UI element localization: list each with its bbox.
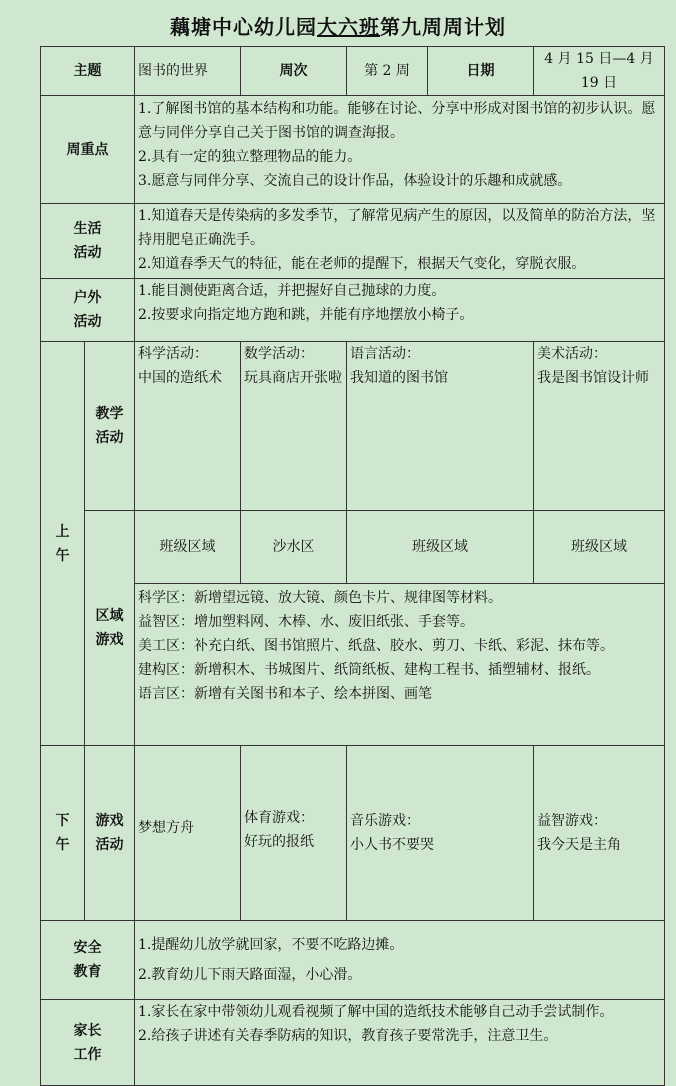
game-cell — [534, 746, 665, 921]
area-label-1: 区域 — [95, 608, 124, 624]
outdoor-label-2: 活动 — [73, 314, 102, 330]
activity-name: 我知道的图书馆 — [350, 370, 448, 386]
activity-name: 中国的造纸术 — [138, 370, 222, 386]
teaching-row — [41, 342, 665, 511]
date-value: 4 月 15 日—4 月 19 日 — [534, 47, 665, 96]
game-name: 小人书不要哭 — [350, 837, 434, 853]
afternoon-label-2: 午 — [55, 837, 70, 853]
outdoor-label — [41, 279, 135, 342]
safety-line: 1.提醒幼儿放学就回家，不要不吃路边摊。 — [138, 937, 404, 953]
morning-label — [41, 342, 85, 746]
game-type: 体育游戏： — [244, 810, 314, 826]
teaching-activity — [534, 342, 665, 511]
zone-cell: 沙水区 — [241, 511, 347, 584]
focus-line: 1.了解图书馆的基本结构和功能。能够在讨论、分享中形成对图书馆的初步认识。愿意与同伴分享自己关于图书馆的调查海报。 — [138, 101, 656, 141]
game-cell — [347, 746, 534, 921]
page-title — [0, 11, 676, 40]
afternoon-row — [41, 746, 665, 921]
game-type: 音乐游戏： — [350, 813, 420, 829]
safety-label — [41, 921, 135, 1000]
teaching-label-1: 教学 — [95, 406, 124, 422]
parents-line: 2.给孩子讲述有关春季防病的知识，教育孩子要常洗手，注意卫生。 — [138, 1028, 558, 1044]
safety-line: 2.教育幼儿下雨天路面湿，小心滑。 — [138, 967, 362, 983]
game-name: 我今天是主角 — [537, 837, 621, 853]
safety-content — [135, 921, 665, 1000]
title-week: 第九周周计划 — [380, 15, 506, 39]
life-content — [135, 204, 665, 279]
outdoor-content — [135, 279, 665, 342]
game-label — [85, 746, 135, 921]
zone-cell: 班级区域 — [534, 511, 665, 584]
life-label-2: 活动 — [73, 245, 102, 261]
area-row — [41, 584, 665, 746]
game-label-2: 活动 — [95, 837, 124, 853]
life-line: 1.知道春天是传染病的多发季节，了解常见病产生的原因，以及简单的防治方法，坚持用肥皂正确洗手。 — [138, 208, 656, 248]
parents-label-1: 家长 — [73, 1022, 102, 1039]
teaching-label — [85, 342, 135, 511]
area-label-2: 游戏 — [95, 632, 124, 648]
parents-content — [135, 1000, 665, 1086]
game-name: 梦想方舟 — [138, 820, 194, 836]
week-value: 第 2 周 — [347, 47, 428, 96]
area-line: 建构区：新增积木、书城图片、纸筒纸板、建构工程书、插塑辅材、报纸。 — [138, 662, 600, 678]
life-label-1: 生活 — [73, 221, 102, 237]
activity-type: 科学活动： — [138, 346, 208, 362]
zone-cell: 班级区域 — [135, 511, 241, 584]
outdoor-label-1: 户外 — [73, 290, 102, 306]
area-line: 美工区：补充白纸、图书馆照片、纸盘、胶水、剪刀、卡纸、彩泥、抹布等。 — [138, 638, 614, 654]
title-school: 藕塘中心幼儿园 — [170, 15, 317, 39]
life-label — [41, 204, 135, 279]
zone-cell: 班级区域 — [347, 511, 534, 584]
morning-label-2: 午 — [55, 547, 70, 564]
weekly-plan-table — [40, 46, 665, 1086]
game-cell — [135, 746, 241, 921]
activity-name: 玩具商店开张啦 — [244, 370, 342, 386]
activity-name: 我是图书馆设计师 — [537, 370, 649, 386]
focus-label: 周重点 — [41, 96, 135, 204]
area-label — [85, 511, 135, 746]
date-label: 日期 — [428, 47, 534, 96]
header-row — [41, 47, 665, 96]
parents-line: 1.家长在家中带领幼儿观看视频了解中国的造纸技术能够自己动手尝试制作。 — [138, 1004, 614, 1020]
activity-type: 语言活动： — [350, 346, 420, 362]
focus-content — [135, 96, 665, 204]
afternoon-label — [41, 746, 85, 921]
afternoon-label-1: 下 — [55, 813, 70, 829]
area-content — [135, 584, 665, 746]
outdoor-line: 2.按要求向指定地方跑和跳，并能有序地摆放小椅子。 — [138, 307, 474, 323]
theme-label: 主题 — [41, 47, 135, 96]
activity-type: 数学活动： — [244, 346, 314, 362]
parents-label — [41, 1000, 135, 1086]
week-label: 周次 — [241, 47, 347, 96]
area-line: 语言区：新增有关图书和本子、绘本拼图、画笔 — [138, 686, 432, 702]
focus-line: 2.具有一定的独立整理物品的能力。 — [138, 149, 362, 165]
game-type: 益智游戏： — [537, 813, 607, 829]
theme-value: 图书的世界 — [135, 47, 241, 96]
safety-row — [41, 921, 665, 1000]
parents-label-2: 工作 — [73, 1046, 102, 1063]
focus-row — [41, 96, 665, 204]
outdoor-row — [41, 279, 665, 342]
game-label-1: 游戏 — [95, 813, 124, 829]
teaching-label-2: 活动 — [95, 430, 124, 446]
title-class: 大六班 — [317, 15, 380, 39]
morning-label-1: 上 — [55, 523, 70, 540]
parents-row — [41, 1000, 665, 1086]
life-row — [41, 204, 665, 279]
game-name: 好玩的报纸 — [244, 834, 314, 850]
teaching-activity — [135, 342, 241, 511]
safety-label-1: 安全 — [73, 940, 102, 956]
life-line: 2.知道春季天气的特征，能在老师的提醒下，根据天气变化，穿脱衣服。 — [138, 256, 586, 272]
focus-line: 3.愿意与同伴分享、交流自己的设计作品，体验设计的乐趣和成就感。 — [138, 173, 572, 189]
area-line: 益智区：增加塑料网、木棒、水、废旧纸张、手套等。 — [138, 614, 474, 630]
game-cell — [241, 746, 347, 921]
outdoor-line: 1.能目测使距离合适，并把握好自己抛球的力度。 — [138, 283, 446, 299]
activity-type: 美术活动： — [537, 346, 607, 362]
zone-row — [41, 511, 665, 584]
area-line: 科学区：新增望远镜、放大镜、颜色卡片、规律图等材料。 — [138, 590, 502, 606]
safety-label-2: 教育 — [73, 964, 102, 980]
teaching-activity — [241, 342, 347, 511]
teaching-activity — [347, 342, 534, 511]
